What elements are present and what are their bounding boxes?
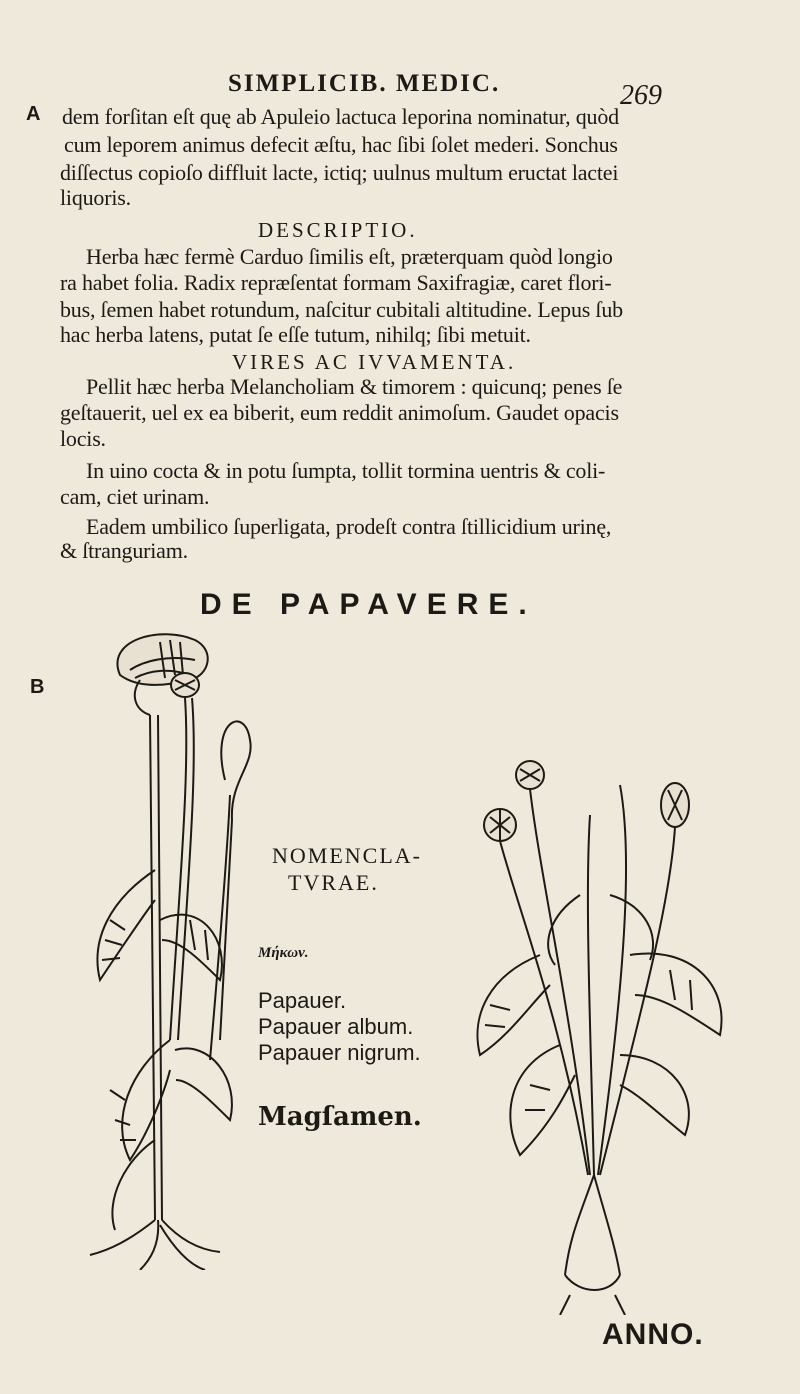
vires-line: locis.	[60, 426, 106, 451]
section-title: DE PAPAVERE.	[200, 588, 537, 621]
latin-name: Papauer nigrum.	[258, 1040, 421, 1065]
poppy-woodcut-left	[70, 620, 260, 1270]
text-line: liquoris.	[60, 185, 131, 210]
catchword: ANNO.	[602, 1318, 704, 1351]
nomenclaturae-line: TVRAE.	[288, 870, 379, 895]
text-line: cum leporem animus defecit æſtu, hac ſibi ſolet mederi. Sonchus	[64, 132, 618, 157]
vires-line: geſtauerit, uel ex ea biberit, eum reddit animoſum. Gaudet opacis	[60, 400, 619, 425]
greek-name: Μήκων.	[258, 945, 309, 961]
latin-name: Papauer.	[258, 988, 347, 1013]
margin-letter-a: A	[26, 103, 41, 125]
descriptio-line: bus, ſemen habet rotundum, naſcitur cubitali altitudine. Lepus ſub	[60, 297, 623, 322]
vires-line: & ſtranguriam.	[60, 538, 188, 563]
vires-line: Eadem umbilico ſuperligata, prodeſt contra ſtillicidium urinę,	[86, 514, 612, 539]
descriptio-heading: DESCRIPTIO.	[258, 218, 418, 242]
descriptio-line: ra habet folia. Radix repræſentat formam Saxifragiæ, caret flori-	[60, 270, 612, 295]
latin-name: Papauer album.	[258, 1014, 414, 1039]
text-line: dem forſitan eſt quę ab Apuleio lactuca leporina nominatur, quòd	[62, 104, 619, 129]
text-line: diſſectus copioſo diffluit lacte, ictiq; uulnus multum eructat lactei	[60, 160, 619, 185]
vires-heading: VIRES AC IVVAMENTA.	[232, 350, 517, 374]
vires-line: cam, ciet urinam.	[60, 484, 210, 509]
vires-line: Pellit hæc herba Melancholiam & timorem : quicunq; penes ſe	[86, 374, 623, 399]
descriptio-line: Herba hæc fermè Carduo ſimilis eſt, præterquam quòd longio	[86, 244, 613, 269]
page-number: 269	[620, 80, 662, 111]
descriptio-line: hac herba latens, putat ſe eſſe tutum, nihilq; ſibi metuit.	[60, 322, 531, 347]
vires-line: In uino cocta & in potu ſumpta, tollit tormina uentris & coli-	[86, 458, 606, 483]
nomenclaturae-line: NOMENCLA-	[272, 843, 422, 868]
german-name: Magſamen.	[258, 1102, 422, 1132]
poppy-woodcut-right	[470, 755, 750, 1315]
margin-letter-b: B	[30, 676, 45, 698]
running-title: SIMPLICIB. MEDIC.	[228, 70, 501, 97]
